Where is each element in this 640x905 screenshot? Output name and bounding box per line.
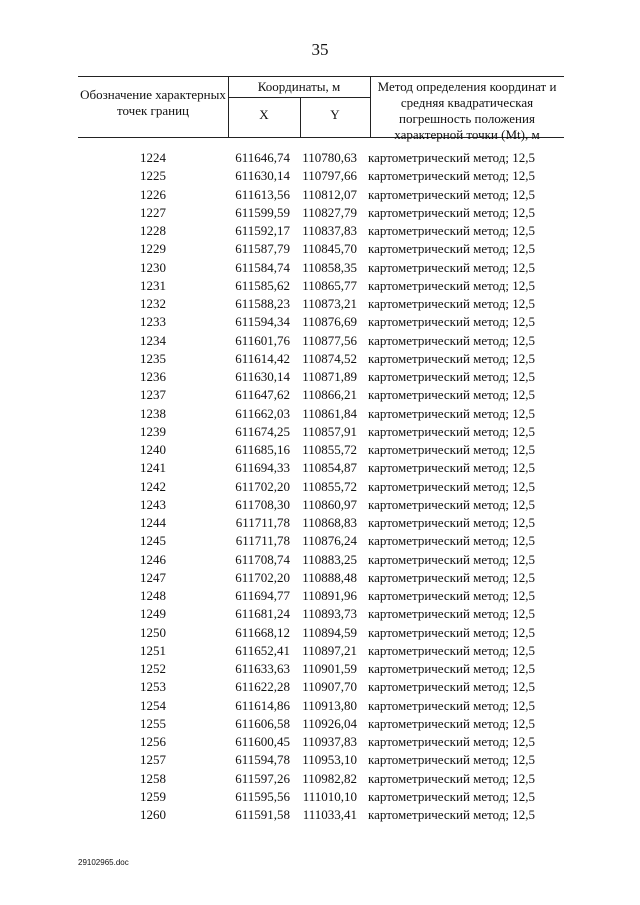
cell-point: 1254: [140, 697, 166, 713]
cell-x: 611662,03: [235, 405, 290, 421]
header-points: Обозначение характерных точек границ: [80, 87, 226, 118]
cell-point: 1256: [140, 734, 166, 749]
cell-method: картометрический метод; 12,5: [368, 533, 536, 549]
cell-x: 611584,74: [235, 259, 290, 275]
cell-point: 1236: [140, 369, 166, 384]
cell-y: 110855,72: [302, 442, 357, 457]
cell-y: 110982,82: [302, 770, 357, 786]
cell-x: 611597,26: [235, 770, 290, 786]
cell-point: 1231: [140, 277, 166, 293]
cell-x: 611694,77: [235, 588, 290, 603]
cell-y: 110888,48: [302, 569, 357, 585]
cell-point: 1253: [140, 679, 166, 695]
cell-method: картометрический метод; 12,5: [368, 478, 536, 494]
cell-method: картометрический метод; 12,5: [368, 204, 536, 220]
cell-x: 611630,14: [235, 369, 290, 384]
header-method: Метод определения координат и средняя квадратическая погрешность положения характерной точки (Mt), м: [377, 79, 557, 142]
cell-x: 611694,33: [235, 460, 290, 476]
cell-x: 611599,59: [235, 204, 290, 220]
cell-x: 611708,74: [235, 551, 290, 567]
cell-point: 1245: [140, 533, 166, 549]
cell-point: 1242: [140, 478, 166, 494]
cell-method: картометрический метод; 12,5: [368, 460, 536, 476]
header-divider-1: [228, 77, 229, 137]
cell-x: 611588,23: [235, 296, 290, 311]
cell-point: 1244: [140, 515, 166, 530]
cell-method: картометрический метод; 12,5: [368, 277, 536, 293]
table-row: [0, 715, 640, 733]
cell-y: 111033,41: [302, 807, 357, 822]
cell-x: 611630,14: [235, 168, 290, 184]
table-row: [0, 642, 640, 660]
cell-y: 110937,83: [302, 734, 357, 749]
table-row: [0, 587, 640, 605]
cell-y: 110883,25: [302, 551, 357, 567]
cell-x: 611674,25: [235, 423, 290, 439]
header-divider-3: [370, 77, 371, 137]
cell-y: 110926,04: [302, 715, 357, 731]
cell-x: 611594,78: [235, 752, 290, 768]
cell-y: 110893,73: [302, 606, 357, 622]
cell-x: 611681,24: [235, 606, 290, 622]
cell-y: 110837,83: [302, 223, 357, 238]
cell-x: 611702,20: [235, 478, 290, 494]
cell-x: 611606,58: [235, 715, 290, 731]
cell-y: 110874,52: [302, 350, 357, 366]
table-row: [0, 350, 640, 368]
header-coordinates: Координаты, м: [257, 79, 341, 94]
cell-y: 110845,70: [302, 241, 357, 257]
cell-point: 1227: [140, 204, 166, 220]
table-row: [0, 605, 640, 623]
cell-method: картометрический метод; 12,5: [368, 296, 536, 311]
cell-point: 1225: [140, 168, 166, 184]
cell-method: картометрический метод; 12,5: [368, 807, 536, 822]
table-row: [0, 405, 640, 423]
cell-method: картометрический метод; 12,5: [368, 679, 536, 695]
cell-method: картометрический метод; 12,5: [368, 788, 536, 804]
cell-point: 1252: [140, 661, 166, 676]
cell-x: 611708,30: [235, 496, 290, 512]
table-row: [0, 222, 640, 240]
cell-point: 1250: [140, 624, 166, 640]
cell-x: 611592,17: [235, 223, 290, 238]
cell-method: картометрический метод; 12,5: [368, 551, 536, 567]
table-row: [0, 332, 640, 350]
table-row: [0, 186, 640, 204]
cell-method: картометрический метод; 12,5: [368, 715, 536, 731]
table-header: [78, 76, 564, 142]
table-row: [0, 459, 640, 477]
cell-x: 611702,20: [235, 569, 290, 585]
cell-point: 1246: [140, 551, 166, 567]
table-row: [0, 551, 640, 569]
cell-point: 1230: [140, 259, 166, 275]
cell-method: картометрический метод; 12,5: [368, 496, 536, 512]
cell-y: 110858,35: [302, 259, 357, 275]
cell-point: 1259: [140, 788, 166, 804]
header-y: Y: [330, 107, 340, 122]
cell-method: картометрический метод; 12,5: [368, 569, 536, 585]
table-row: [0, 441, 640, 459]
table-row: [0, 240, 640, 258]
cell-x: 611594,34: [235, 314, 290, 330]
cell-method: картометрический метод; 12,5: [368, 350, 536, 366]
table-row: [0, 569, 640, 587]
cell-y: 110877,56: [302, 332, 357, 348]
cell-point: 1257: [140, 752, 166, 768]
cell-x: 611614,86: [235, 697, 290, 713]
table-row: [0, 496, 640, 514]
cell-x: 611646,74: [235, 150, 290, 165]
cell-x: 611613,56: [235, 186, 290, 202]
cell-method: картометрический метод; 12,5: [368, 734, 536, 749]
cell-y: 110812,07: [302, 186, 357, 202]
page-number: 35: [311, 40, 329, 59]
table-row: [0, 678, 640, 696]
cell-x: 611601,76: [235, 332, 290, 348]
cell-y: 110797,66: [302, 168, 357, 184]
cell-y: 110855,72: [302, 478, 357, 494]
cell-x: 611647,62: [235, 387, 290, 403]
table-row: [0, 532, 640, 550]
table-row: [0, 697, 640, 715]
cell-y: 110897,21: [302, 642, 357, 658]
cell-x: 611585,62: [235, 277, 290, 293]
table-row: [0, 770, 640, 788]
table-body: [0, 149, 640, 824]
table-row: [0, 733, 640, 751]
cell-point: 1235: [140, 350, 166, 366]
cell-y: 110907,70: [302, 679, 357, 695]
cell-method: картометрический метод; 12,5: [368, 442, 536, 457]
cell-method: картометрический метод; 12,5: [368, 423, 536, 439]
cell-point: 1260: [140, 807, 166, 822]
cell-y: 110857,91: [302, 423, 357, 439]
cell-point: 1247: [140, 569, 166, 585]
cell-method: картометрический метод; 12,5: [368, 588, 536, 603]
cell-y: 110876,69: [302, 314, 357, 330]
cell-method: картометрический метод; 12,5: [368, 387, 536, 403]
cell-method: картометрический метод; 12,5: [368, 515, 536, 530]
cell-y: 110860,97: [302, 496, 357, 512]
header-divider-2: [300, 98, 301, 137]
table-row: [0, 624, 640, 642]
table-row: [0, 368, 640, 386]
cell-x: 611595,56: [235, 788, 290, 804]
cell-method: картометрический метод; 12,5: [368, 752, 536, 768]
table-row: [0, 514, 640, 532]
cell-method: картометрический метод; 12,5: [368, 642, 536, 658]
header-subline: [228, 97, 370, 98]
table-row: [0, 313, 640, 331]
cell-method: картометрический метод; 12,5: [368, 223, 536, 238]
cell-method: картометрический метод; 12,5: [368, 168, 536, 184]
cell-y: 110780,63: [302, 150, 357, 165]
cell-method: картометрический метод; 12,5: [368, 314, 536, 330]
cell-y: 110865,77: [302, 277, 357, 293]
cell-y: 110873,21: [302, 296, 357, 311]
cell-y: 111010,10: [302, 788, 357, 804]
cell-y: 110953,10: [302, 752, 357, 768]
footer-filename: 29102965.doc: [78, 858, 129, 867]
cell-point: 1226: [140, 186, 166, 202]
cell-x: 611685,16: [235, 442, 290, 457]
cell-point: 1233: [140, 314, 166, 330]
cell-point: 1241: [140, 460, 166, 476]
cell-method: картометрический метод; 12,5: [368, 241, 536, 257]
cell-point: 1232: [140, 296, 166, 311]
cell-method: картометрический метод; 12,5: [368, 697, 536, 713]
cell-method: картометрический метод; 12,5: [368, 186, 536, 202]
cell-y: 110866,21: [302, 387, 357, 403]
cell-point: 1238: [140, 405, 166, 421]
cell-y: 110876,24: [302, 533, 357, 549]
table-row: [0, 423, 640, 441]
cell-x: 611600,45: [235, 734, 290, 749]
cell-point: 1240: [140, 442, 166, 457]
cell-x: 611711,78: [235, 533, 290, 549]
cell-point: 1228: [140, 223, 166, 238]
table-row: [0, 149, 640, 167]
cell-x: 611591,58: [235, 807, 290, 822]
cell-point: 1224: [140, 150, 166, 165]
cell-y: 110891,96: [302, 588, 357, 603]
cell-method: картометрический метод; 12,5: [368, 369, 536, 384]
cell-method: картометрический метод; 12,5: [368, 332, 536, 348]
table-row: [0, 478, 640, 496]
cell-y: 110854,87: [302, 460, 357, 476]
cell-x: 611711,78: [235, 515, 290, 530]
cell-x: 611614,42: [235, 350, 290, 366]
cell-method: картометрический метод; 12,5: [368, 150, 536, 165]
cell-point: 1229: [140, 241, 166, 257]
table-row: [0, 259, 640, 277]
table-row: [0, 277, 640, 295]
header-x: X: [259, 107, 269, 122]
cell-y: 110861,84: [302, 405, 357, 421]
cell-method: картометрический метод; 12,5: [368, 259, 536, 275]
cell-y: 110827,79: [302, 204, 357, 220]
table-row: [0, 386, 640, 404]
cell-x: 611668,12: [235, 624, 290, 640]
table-row: [0, 660, 640, 678]
cell-y: 110868,83: [302, 515, 357, 530]
cell-x: 611587,79: [235, 241, 290, 257]
cell-point: 1255: [140, 715, 166, 731]
cell-point: 1249: [140, 606, 166, 622]
cell-x: 611652,41: [235, 642, 290, 658]
cell-point: 1243: [140, 496, 166, 512]
cell-x: 611633,63: [235, 661, 290, 676]
cell-point: 1258: [140, 770, 166, 786]
cell-point: 1251: [140, 642, 166, 658]
table-row: [0, 806, 640, 824]
cell-y: 110894,59: [302, 624, 357, 640]
cell-method: картометрический метод; 12,5: [368, 405, 536, 421]
cell-method: картометрический метод; 12,5: [368, 624, 536, 640]
cell-point: 1234: [140, 332, 166, 348]
table-row: [0, 788, 640, 806]
cell-point: 1248: [140, 588, 166, 603]
table-row: [0, 751, 640, 769]
cell-method: картометрический метод; 12,5: [368, 770, 536, 786]
table-row: [0, 167, 640, 185]
cell-point: 1237: [140, 387, 166, 403]
table-row: [0, 204, 640, 222]
cell-x: 611622,28: [235, 679, 290, 695]
cell-y: 110913,80: [302, 697, 357, 713]
cell-method: картометрический метод; 12,5: [368, 661, 536, 676]
cell-point: 1239: [140, 423, 166, 439]
table-row: [0, 295, 640, 313]
cell-method: картометрический метод; 12,5: [368, 606, 536, 622]
cell-y: 110901,59: [302, 661, 357, 676]
cell-y: 110871,89: [302, 369, 357, 384]
